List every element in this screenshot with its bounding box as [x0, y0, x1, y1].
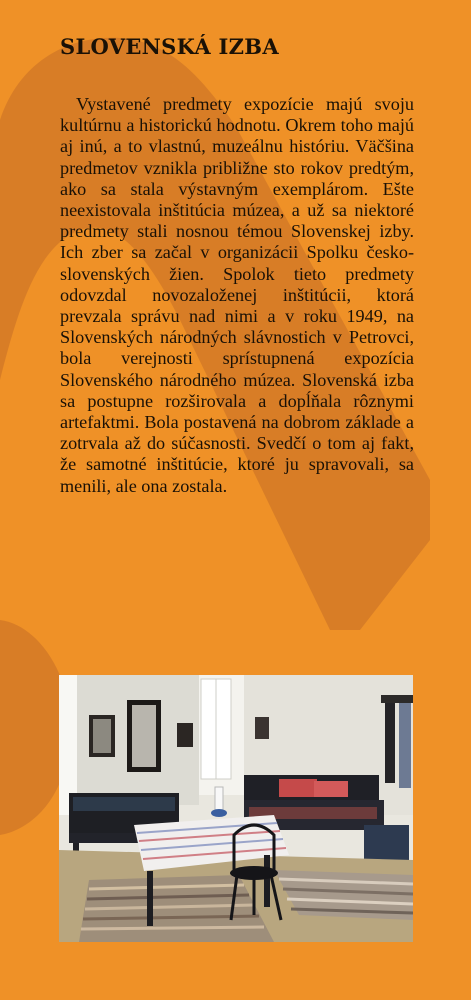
page-title: SLOVENSKÁ IZBA — [60, 34, 279, 59]
room-photo — [59, 675, 413, 942]
body-paragraph: Vystavené predmety expozície majú svoju kultúrnu a historickú hodnotu. Okrem toho majú aj inú, a to vlastnú, muzeálnu históriu. Väčšina predmetov vznikla približne sto rokov predtým, ako sa stala výstavným exemplárom. Ešte neexistovala inštitúcia múzea, a už sa niektoré predmety stali nosnou témou Slovenskej izby. Ich zber sa začal v organizácii Spolku česko-slovenských žien. Spolok tieto predmety odovzdal novozaloženej inštitúcii, ktorá prevzala správu nad nimi a v roku 1949, na Slovenských národných slávnostich v Petrovci, bola verejnosti sprístupnená expozícia Slovenského národného múzea. Slovenská izba sa postupne rozširovala a dopĺňala rôznymi artefaktmi. Bola postavená na dobrom základe a zotrvala až do súčasnosti. Svedčí o tom aj fakt, že samotné inštitúcie, ktoré ju spravovali, sa menili, ale ona zostala. — [60, 94, 414, 496]
